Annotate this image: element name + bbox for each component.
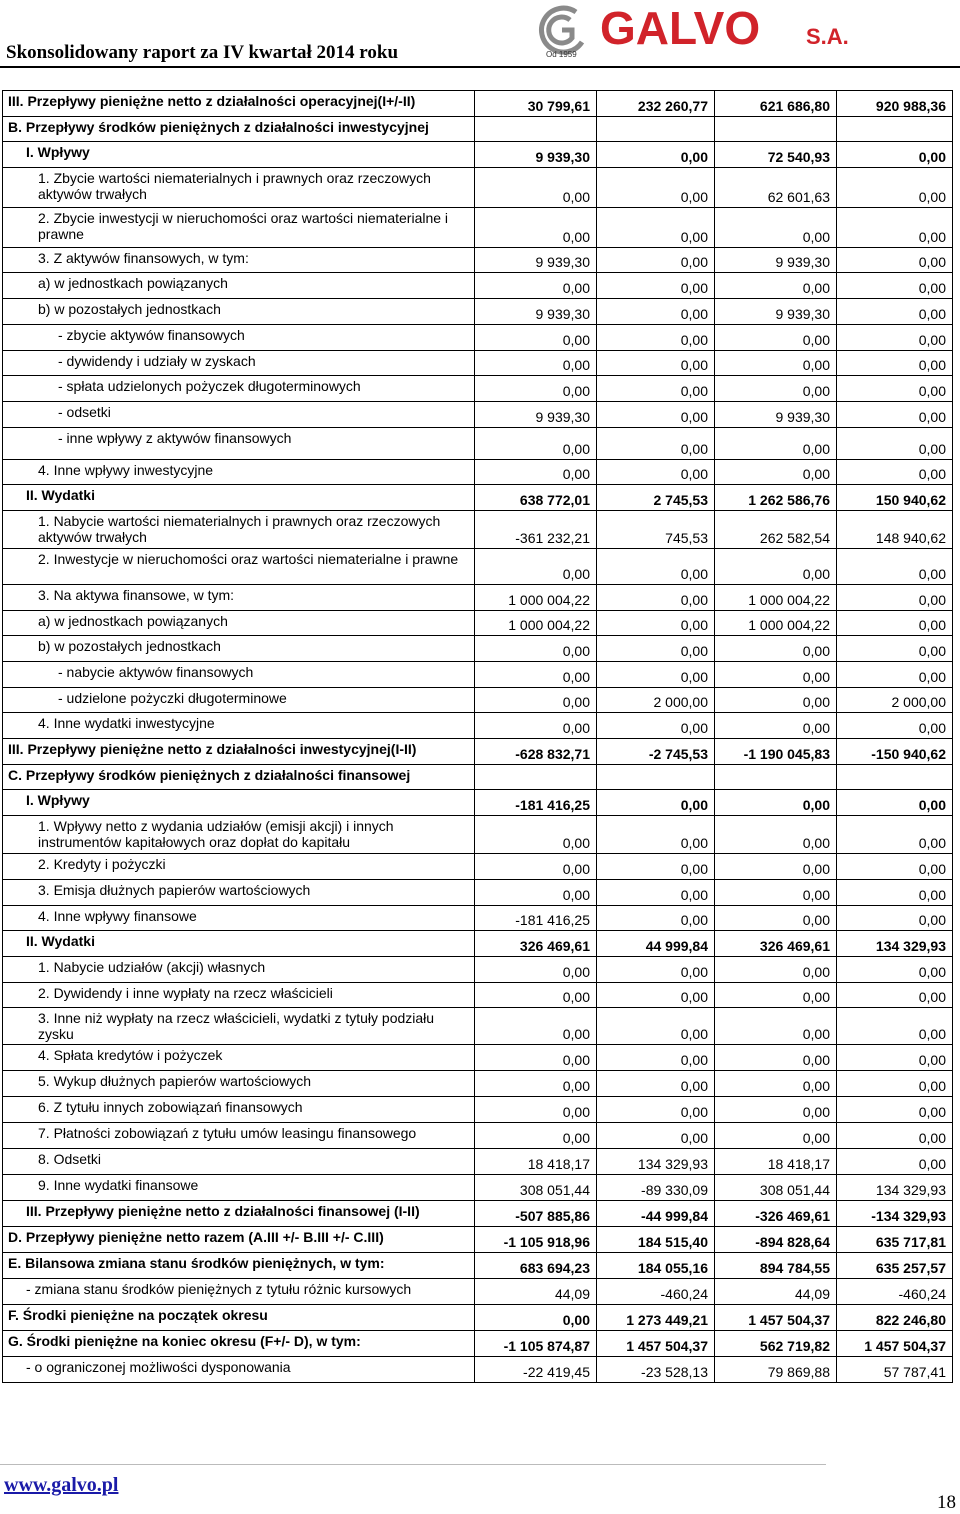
value-cell: 184 515,40 <box>597 1227 715 1253</box>
row-label: 3. Z aktywów finansowych, w tym: <box>3 248 475 273</box>
value-cell: 0,00 <box>475 816 597 854</box>
value-cell: 822 246,80 <box>837 1305 953 1331</box>
value-cell: 0,00 <box>475 880 597 906</box>
value-cell: 0,00 <box>837 790 953 816</box>
table-row <box>3 1071 953 1097</box>
value-cell: 0,00 <box>837 428 953 460</box>
table-row <box>3 713 953 739</box>
value-cell: 0,00 <box>837 402 953 428</box>
row-label: - nabycie aktywów finansowych <box>3 662 475 688</box>
row-label: 1. Wpływy netto z wydania udziałów (emisji akcji) i innych instrumentów kapitałowych oraz dopłat do kapitału <box>3 816 475 854</box>
table-row <box>3 585 953 611</box>
value-cell: 0,00 <box>475 713 597 739</box>
galvo-logo <box>536 2 866 64</box>
table-row <box>3 1097 953 1123</box>
value-cell: 1 273 449,21 <box>597 1305 715 1331</box>
value-cell: 0,00 <box>597 880 715 906</box>
value-cell: 79 869,88 <box>715 1357 837 1383</box>
row-label: - zbycie aktywów finansowych <box>3 325 475 351</box>
value-cell: 134 329,93 <box>837 931 953 957</box>
row-label: 8. Odsetki <box>3 1149 475 1175</box>
value-cell: 0,00 <box>837 351 953 376</box>
row-label: - dywidendy i udziały w zyskach <box>3 351 475 376</box>
table-row <box>3 485 953 511</box>
row-label: 3. Na aktywa finansowe, w tym: <box>3 585 475 611</box>
value-cell: 326 469,61 <box>475 931 597 957</box>
value-cell: 0,00 <box>837 1045 953 1071</box>
value-cell: 0,00 <box>837 248 953 273</box>
row-label: III. Przepływy pieniężne netto z działalności inwestycyjnej(I-II) <box>3 739 475 765</box>
row-label: 5. Wykup dłużnych papierów wartościowych <box>3 1071 475 1097</box>
value-cell: 0,00 <box>837 325 953 351</box>
table-row <box>3 1331 953 1357</box>
value-cell: 0,00 <box>475 983 597 1008</box>
row-label: - spłata udzielonych pożyczek długoterminowych <box>3 376 475 402</box>
value-cell: 1 457 504,37 <box>837 1331 953 1357</box>
value-cell: 1 457 504,37 <box>715 1305 837 1331</box>
value-cell: 308 051,44 <box>475 1175 597 1201</box>
table-row <box>3 906 953 931</box>
table-row <box>3 1123 953 1149</box>
value-cell: -22 419,45 <box>475 1357 597 1383</box>
value-cell: 0,00 <box>715 688 837 713</box>
value-cell: 0,00 <box>715 880 837 906</box>
value-cell: -628 832,71 <box>475 739 597 765</box>
value-cell: 0,00 <box>475 168 597 208</box>
value-cell: 1 000 004,22 <box>715 611 837 636</box>
row-label: G. Środki pieniężne na koniec okresu (F+/- D), w tym: <box>3 1331 475 1357</box>
value-cell: -326 469,61 <box>715 1201 837 1227</box>
value-cell: 0,00 <box>837 611 953 636</box>
row-label: 4. Inne wydatki inwestycyjne <box>3 713 475 739</box>
value-cell: 0,00 <box>475 351 597 376</box>
row-label: 2. Inwestycje w nieruchomości oraz wartości niematerialne i prawne <box>3 549 475 585</box>
value-cell: 0,00 <box>475 688 597 713</box>
value-cell: 9 939,30 <box>715 248 837 273</box>
value-cell: -2 745,53 <box>597 739 715 765</box>
cash-flow-body <box>3 91 953 1383</box>
row-label: 2. Dywidendy i inne wypłaty na rzecz właścicieli <box>3 983 475 1008</box>
logo-since: Od 1959 <box>546 50 577 59</box>
row-label: 2. Kredyty i pożyczki <box>3 854 475 880</box>
value-cell: 9 939,30 <box>475 248 597 273</box>
value-cell: 0,00 <box>715 428 837 460</box>
value-cell: 0,00 <box>715 351 837 376</box>
value-cell: 0,00 <box>475 273 597 299</box>
table-row <box>3 299 953 325</box>
value-cell <box>837 765 953 790</box>
value-cell: 920 988,36 <box>837 91 953 117</box>
table-row <box>3 1008 953 1045</box>
table-row <box>3 854 953 880</box>
value-cell: 0,00 <box>837 957 953 983</box>
table-row <box>3 1253 953 1279</box>
table-row <box>3 1357 953 1383</box>
value-cell: 0,00 <box>715 816 837 854</box>
table-row <box>3 688 953 713</box>
table-row <box>3 1045 953 1071</box>
value-cell: 0,00 <box>475 428 597 460</box>
value-cell: 638 772,01 <box>475 485 597 511</box>
value-cell: 0,00 <box>597 906 715 931</box>
value-cell: 1 000 004,22 <box>475 611 597 636</box>
value-cell: 0,00 <box>837 662 953 688</box>
table-row <box>3 428 953 460</box>
value-cell: 621 686,80 <box>715 91 837 117</box>
value-cell: 0,00 <box>837 1008 953 1045</box>
value-cell: -150 940,62 <box>837 739 953 765</box>
value-cell: 0,00 <box>597 983 715 1008</box>
value-cell: 0,00 <box>597 142 715 168</box>
table-row <box>3 1201 953 1227</box>
value-cell: 0,00 <box>837 549 953 585</box>
value-cell: 0,00 <box>715 636 837 662</box>
value-cell: 150 940,62 <box>837 485 953 511</box>
value-cell: 44 999,84 <box>597 931 715 957</box>
row-label: C. Przepływy środków pieniężnych z działalności finansowej <box>3 765 475 790</box>
value-cell: 0,00 <box>837 983 953 1008</box>
row-label: 4. Inne wpływy finansowe <box>3 906 475 931</box>
table-row <box>3 1227 953 1253</box>
value-cell: 0,00 <box>715 713 837 739</box>
value-cell: -181 416,25 <box>475 790 597 816</box>
value-cell: 0,00 <box>597 662 715 688</box>
value-cell: -460,24 <box>837 1279 953 1305</box>
value-cell: -44 999,84 <box>597 1201 715 1227</box>
table-row <box>3 325 953 351</box>
value-cell: 0,00 <box>597 1097 715 1123</box>
row-label: - zmiana stanu środków pieniężnych z tytułu różnic kursowych <box>3 1279 475 1305</box>
value-cell: -1 105 874,87 <box>475 1331 597 1357</box>
page-number: 18 <box>937 1492 956 1513</box>
table-row <box>3 662 953 688</box>
value-cell: 0,00 <box>837 816 953 854</box>
value-cell: 134 329,93 <box>597 1149 715 1175</box>
value-cell: 0,00 <box>715 325 837 351</box>
row-label: II. Wydatki <box>3 931 475 957</box>
table-row <box>3 208 953 248</box>
value-cell: 0,00 <box>597 273 715 299</box>
value-cell: 30 799,61 <box>475 91 597 117</box>
value-cell: 0,00 <box>715 460 837 485</box>
value-cell: 0,00 <box>475 325 597 351</box>
value-cell: 0,00 <box>715 549 837 585</box>
value-cell: 745,53 <box>597 511 715 549</box>
value-cell <box>715 765 837 790</box>
value-cell: 0,00 <box>597 208 715 248</box>
cash-flow-table <box>2 90 953 1383</box>
row-label: III. Przepływy pieniężne netto z działalności operacyjnej(I+/-II) <box>3 91 475 117</box>
row-label: II. Wydatki <box>3 485 475 511</box>
value-cell: -23 528,13 <box>597 1357 715 1383</box>
value-cell: 0,00 <box>597 611 715 636</box>
value-cell: 0,00 <box>837 585 953 611</box>
value-cell: -1 190 045,83 <box>715 739 837 765</box>
row-label: 1. Nabycie wartości niematerialnych i prawnych oraz rzeczowych aktywów trwałych <box>3 511 475 549</box>
row-label: I. Wpływy <box>3 790 475 816</box>
value-cell: -507 885,86 <box>475 1201 597 1227</box>
table-row <box>3 142 953 168</box>
table-row <box>3 511 953 549</box>
table-row <box>3 1149 953 1175</box>
table-row <box>3 402 953 428</box>
table-row <box>3 1175 953 1201</box>
logo-suffix: S.A. <box>806 24 849 49</box>
value-cell: 0,00 <box>597 636 715 662</box>
value-cell: 72 540,93 <box>715 142 837 168</box>
table-row <box>3 91 953 117</box>
table-row <box>3 790 953 816</box>
value-cell: 184 055,16 <box>597 1253 715 1279</box>
value-cell: 232 260,77 <box>597 91 715 117</box>
value-cell <box>715 117 837 142</box>
value-cell: 0,00 <box>837 1123 953 1149</box>
value-cell: 0,00 <box>715 1045 837 1071</box>
value-cell: -894 828,64 <box>715 1227 837 1253</box>
table-row <box>3 273 953 299</box>
galvo-logo-mark <box>536 2 866 64</box>
value-cell: 2 000,00 <box>597 688 715 713</box>
value-cell: 0,00 <box>597 549 715 585</box>
value-cell: 9 939,30 <box>475 299 597 325</box>
value-cell: 326 469,61 <box>715 931 837 957</box>
table-row <box>3 816 953 854</box>
value-cell: 0,00 <box>837 460 953 485</box>
row-label: 1. Zbycie wartości niematerialnych i prawnych oraz rzeczowych aktywów trwałych <box>3 168 475 208</box>
value-cell: 1 000 004,22 <box>715 585 837 611</box>
table-row <box>3 765 953 790</box>
row-label: III. Przepływy pieniężne netto z działalności finansowej (I-II) <box>3 1201 475 1227</box>
value-cell: 0,00 <box>597 957 715 983</box>
table-row <box>3 248 953 273</box>
table-row <box>3 611 953 636</box>
value-cell: 0,00 <box>597 854 715 880</box>
value-cell: 635 257,57 <box>837 1253 953 1279</box>
value-cell: 0,00 <box>837 299 953 325</box>
table-row <box>3 983 953 1008</box>
value-cell: 0,00 <box>475 662 597 688</box>
row-label: b) w pozostałych jednostkach <box>3 636 475 662</box>
value-cell: 134 329,93 <box>837 1175 953 1201</box>
value-cell: 262 582,54 <box>715 511 837 549</box>
value-cell <box>837 117 953 142</box>
value-cell: -181 416,25 <box>475 906 597 931</box>
value-cell: 0,00 <box>837 854 953 880</box>
row-label: 7. Płatności zobowiązań z tytułu umów leasingu finansowego <box>3 1123 475 1149</box>
value-cell: 0,00 <box>475 376 597 402</box>
value-cell: 0,00 <box>475 549 597 585</box>
value-cell: -89 330,09 <box>597 1175 715 1201</box>
row-label: b) w pozostałych jednostkach <box>3 299 475 325</box>
value-cell: 9 939,30 <box>475 402 597 428</box>
table-row <box>3 168 953 208</box>
value-cell: 562 719,82 <box>715 1331 837 1357</box>
row-label: a) w jednostkach powiązanych <box>3 273 475 299</box>
value-cell: 0,00 <box>715 1123 837 1149</box>
footer-divider <box>0 1464 826 1465</box>
report-title: Skonsolidowany raport za IV kwartał 2014 roku <box>6 42 399 63</box>
table-row <box>3 636 953 662</box>
value-cell: 1 262 586,76 <box>715 485 837 511</box>
value-cell: 0,00 <box>597 299 715 325</box>
value-cell: -361 232,21 <box>475 511 597 549</box>
row-label: 4. Inne wpływy inwestycyjne <box>3 460 475 485</box>
value-cell: 2 745,53 <box>597 485 715 511</box>
row-label: E. Bilansowa zmiana stanu środków pieniężnych, w tym: <box>3 1253 475 1279</box>
header-divider <box>0 66 960 68</box>
row-label: B. Przepływy środków pieniężnych z działalności inwestycyjnej <box>3 117 475 142</box>
row-label: a) w jednostkach powiązanych <box>3 611 475 636</box>
value-cell: -460,24 <box>597 1279 715 1305</box>
value-cell: 0,00 <box>597 376 715 402</box>
value-cell: 0,00 <box>597 402 715 428</box>
value-cell: 0,00 <box>475 957 597 983</box>
table-row <box>3 549 953 585</box>
value-cell: 683 694,23 <box>475 1253 597 1279</box>
value-cell: 0,00 <box>715 662 837 688</box>
value-cell: 62 601,63 <box>715 168 837 208</box>
value-cell: 0,00 <box>715 957 837 983</box>
value-cell <box>475 765 597 790</box>
value-cell: 0,00 <box>475 636 597 662</box>
value-cell: 18 418,17 <box>475 1149 597 1175</box>
value-cell: 18 418,17 <box>715 1149 837 1175</box>
value-cell: 0,00 <box>475 1071 597 1097</box>
value-cell: 0,00 <box>715 208 837 248</box>
value-cell: 0,00 <box>597 816 715 854</box>
value-cell: 0,00 <box>837 376 953 402</box>
value-cell: 0,00 <box>597 1008 715 1045</box>
row-label: I. Wpływy <box>3 142 475 168</box>
value-cell: 0,00 <box>475 1045 597 1071</box>
value-cell: 0,00 <box>837 208 953 248</box>
value-cell: 9 939,30 <box>715 299 837 325</box>
value-cell: 0,00 <box>475 208 597 248</box>
value-cell: 0,00 <box>597 428 715 460</box>
value-cell: 0,00 <box>597 460 715 485</box>
value-cell: 0,00 <box>475 460 597 485</box>
value-cell: 57 787,41 <box>837 1357 953 1383</box>
value-cell: 0,00 <box>715 790 837 816</box>
table-row <box>3 460 953 485</box>
row-label: - inne wpływy z aktywów finansowych <box>3 428 475 460</box>
row-label: - o ograniczonej możliwości dysponowania <box>3 1357 475 1383</box>
value-cell: 0,00 <box>837 1071 953 1097</box>
value-cell: 0,00 <box>715 376 837 402</box>
row-label: 3. Inne niż wypłaty na rzecz właścicieli, wydatki z tytuły podziału zysku <box>3 1008 475 1045</box>
value-cell <box>475 117 597 142</box>
table-row <box>3 1305 953 1331</box>
value-cell: 0,00 <box>597 168 715 208</box>
value-cell: 0,00 <box>837 1097 953 1123</box>
value-cell: 0,00 <box>837 273 953 299</box>
row-label: 3. Emisja dłużnych papierów wartościowych <box>3 880 475 906</box>
value-cell: 0,00 <box>715 1097 837 1123</box>
value-cell <box>597 765 715 790</box>
value-cell: 0,00 <box>715 1071 837 1097</box>
value-cell <box>597 117 715 142</box>
value-cell: 0,00 <box>597 585 715 611</box>
value-cell: 894 784,55 <box>715 1253 837 1279</box>
value-cell: 0,00 <box>597 325 715 351</box>
value-cell: 0,00 <box>597 1123 715 1149</box>
value-cell: 0,00 <box>475 1123 597 1149</box>
value-cell: 0,00 <box>837 142 953 168</box>
table-row <box>3 1279 953 1305</box>
table-row <box>3 957 953 983</box>
value-cell: 1 457 504,37 <box>597 1331 715 1357</box>
value-cell: 0,00 <box>475 1097 597 1123</box>
value-cell: 0,00 <box>837 636 953 662</box>
row-label: F. Środki pieniężne na początek okresu <box>3 1305 475 1331</box>
value-cell: 0,00 <box>597 351 715 376</box>
value-cell: 0,00 <box>837 713 953 739</box>
value-cell: 148 940,62 <box>837 511 953 549</box>
row-label: 6. Z tytułu innych zobowiązań finansowych <box>3 1097 475 1123</box>
value-cell: 0,00 <box>597 1071 715 1097</box>
value-cell: 308 051,44 <box>715 1175 837 1201</box>
website-link[interactable]: www.galvo.pl <box>4 1474 119 1496</box>
value-cell: 0,00 <box>715 273 837 299</box>
value-cell: 0,00 <box>475 854 597 880</box>
logo-wordmark: GALVO <box>600 2 761 54</box>
table-row <box>3 117 953 142</box>
value-cell: 0,00 <box>597 713 715 739</box>
value-cell: 0,00 <box>715 906 837 931</box>
value-cell: 9 939,30 <box>475 142 597 168</box>
value-cell: -1 105 918,96 <box>475 1227 597 1253</box>
row-label: 1. Nabycie udziałów (akcji) własnych <box>3 957 475 983</box>
table-row <box>3 880 953 906</box>
row-label: 9. Inne wydatki finansowe <box>3 1175 475 1201</box>
value-cell: 0,00 <box>837 168 953 208</box>
value-cell: 0,00 <box>597 1045 715 1071</box>
row-label: 4. Spłata kredytów i pożyczek <box>3 1045 475 1071</box>
value-cell: 0,00 <box>837 906 953 931</box>
value-cell: 0,00 <box>475 1008 597 1045</box>
value-cell: 0,00 <box>715 854 837 880</box>
value-cell: 2 000,00 <box>837 688 953 713</box>
value-cell: 0,00 <box>837 880 953 906</box>
row-label: - udzielone pożyczki długoterminowe <box>3 688 475 713</box>
table-row <box>3 376 953 402</box>
value-cell: 0,00 <box>715 1008 837 1045</box>
table-row <box>3 351 953 376</box>
row-label: D. Przepływy pieniężne netto razem (A.III +/- B.III +/- C.III) <box>3 1227 475 1253</box>
value-cell: -134 329,93 <box>837 1201 953 1227</box>
table-row <box>3 931 953 957</box>
row-label: 2. Zbycie inwestycji w nieruchomości oraz wartości niematerialne i prawne <box>3 208 475 248</box>
value-cell: 635 717,81 <box>837 1227 953 1253</box>
value-cell: 0,00 <box>597 248 715 273</box>
row-label: - odsetki <box>3 402 475 428</box>
value-cell: 0,00 <box>837 1149 953 1175</box>
value-cell: 44,09 <box>475 1279 597 1305</box>
value-cell: 0,00 <box>475 1305 597 1331</box>
table-row <box>3 739 953 765</box>
value-cell: 0,00 <box>715 983 837 1008</box>
value-cell: 1 000 004,22 <box>475 585 597 611</box>
value-cell: 0,00 <box>597 790 715 816</box>
value-cell: 44,09 <box>715 1279 837 1305</box>
value-cell: 9 939,30 <box>715 402 837 428</box>
